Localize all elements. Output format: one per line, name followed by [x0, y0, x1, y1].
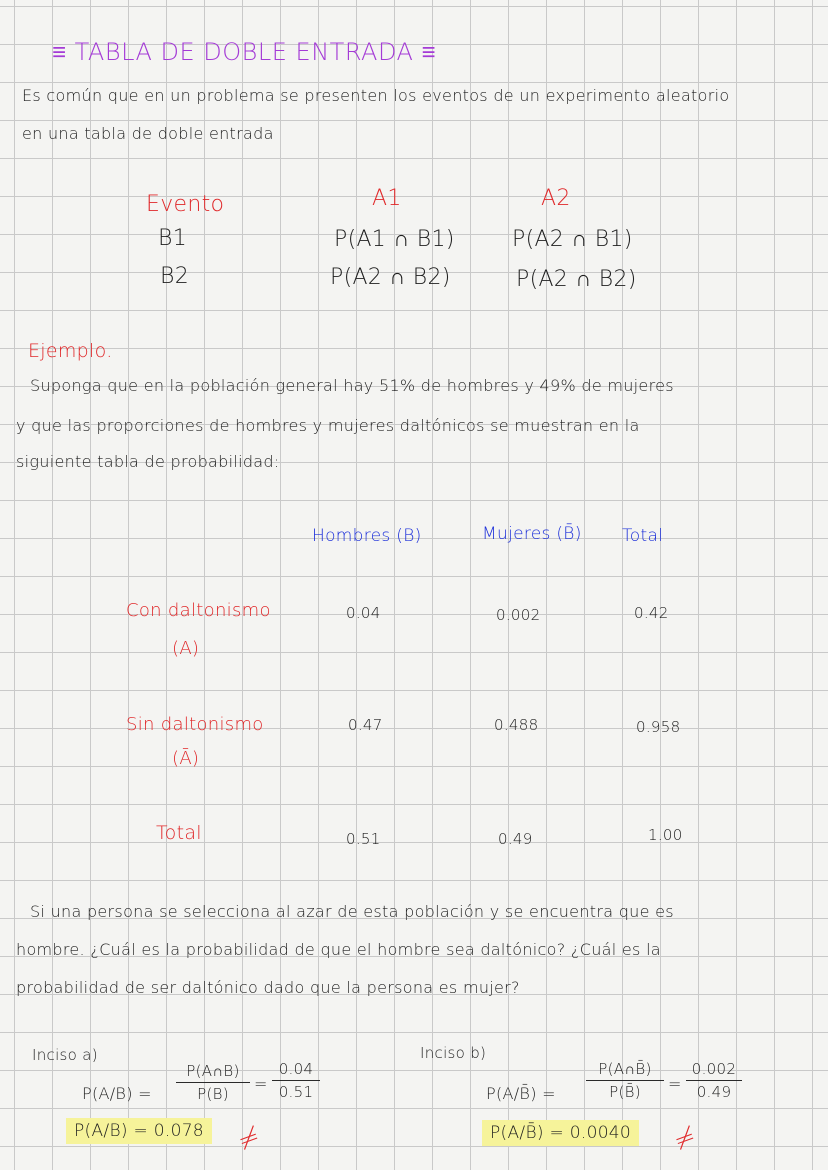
- prob-cell-total-mujeres: 0.49: [498, 830, 533, 848]
- prob-cell-con-total: 0.42: [634, 604, 669, 622]
- part-a-denominator-1: P(B): [197, 1085, 229, 1103]
- intro-line-1: Es común que en un problema se presenten los eventos de un experimento aleatorio: [22, 86, 730, 105]
- part-a-fraction-bar-2: [272, 1080, 320, 1081]
- part-b-denominator-1: P(B̄): [609, 1083, 641, 1101]
- generic-row-b1-a2: P(A2 ∩ B1): [512, 227, 633, 252]
- part-b-check-mark: ≠: [669, 1121, 701, 1157]
- part-a-lhs: P(A/B) =: [82, 1084, 152, 1103]
- example-heading: Ejemplo.: [28, 340, 113, 362]
- part-b-equals: =: [668, 1074, 682, 1093]
- prob-row-total-label: Total: [156, 822, 202, 844]
- example-line-1: Suponga que en la población general hay 51% de hombres y 49% de mujeres: [30, 376, 674, 395]
- example-line-2: y que las proporciones de hombres y mujeres daltónicos se muestran en la: [16, 416, 640, 435]
- prob-cell-con-mujeres: 0.002: [496, 606, 541, 624]
- part-b-numerator-1: P(A∩B̄): [598, 1060, 652, 1078]
- prob-col-total: Total: [622, 526, 664, 546]
- part-b-numerator-2: 0.002: [691, 1060, 737, 1078]
- part-b-label: Inciso b): [420, 1044, 487, 1062]
- prob-cell-con-hombres: 0.04: [346, 604, 381, 622]
- part-a-check-mark: ≠: [233, 1121, 265, 1157]
- generic-row-b1-a1: P(A1 ∩ B1): [334, 227, 455, 252]
- generic-header-a2: A2: [541, 186, 571, 211]
- part-a-denominator-2: 0.51: [278, 1083, 314, 1101]
- prob-cell-total-hombres: 0.51: [346, 830, 381, 848]
- generic-header-a1: A1: [372, 186, 402, 211]
- part-b-fraction-1: [586, 1060, 664, 1101]
- prob-col-mujeres: Mujeres (B̄): [482, 524, 582, 544]
- prob-row-sin-label: Sin daltonismo: [126, 714, 264, 735]
- prob-row-con-label: Con daltonismo: [126, 600, 271, 621]
- page-title: ≡ TABLA DE DOBLE ENTRADA ≡: [52, 38, 437, 66]
- part-b-fraction-2: [686, 1060, 742, 1101]
- prob-cell-total-total: 1.00: [648, 826, 683, 844]
- question-line-1: Si una persona se selecciona al azar de esta población y se encuentra que es: [30, 902, 674, 921]
- generic-row-b2-a1: P(A2 ∩ B2): [330, 265, 451, 290]
- part-b-lhs: P(A/B̄) =: [486, 1084, 556, 1103]
- prob-row-con-sub: (A): [172, 638, 200, 659]
- generic-row-b2-a2: P(A2 ∩ B2): [516, 267, 637, 292]
- part-a-fraction-bar-1: [176, 1082, 250, 1083]
- part-a-result: P(A/B) = 0.078: [66, 1118, 212, 1144]
- part-b-fraction-bar-1: [586, 1080, 664, 1081]
- prob-row-sin-sub: (Ā): [172, 748, 200, 769]
- generic-row-b2-label: B2: [160, 264, 190, 289]
- generic-row-b1-label: B1: [158, 226, 188, 251]
- prob-cell-sin-total: 0.958: [636, 718, 681, 736]
- intro-line-2: en una tabla de doble entrada: [22, 124, 274, 143]
- part-a-fraction-1: [176, 1062, 250, 1103]
- question-line-2: hombre. ¿Cuál es la probabilidad de que el hombre sea daltónico? ¿Cuál es la: [16, 940, 661, 959]
- part-a-numerator-1: P(A∩B): [186, 1062, 240, 1080]
- prob-cell-sin-hombres: 0.47: [348, 716, 383, 734]
- generic-header-evento: Evento: [146, 192, 225, 217]
- part-a-numerator-2: 0.04: [278, 1060, 314, 1078]
- part-a-fraction-2: [272, 1060, 320, 1101]
- example-line-3: siguiente tabla de probabilidad:: [16, 452, 280, 471]
- part-a-label: Inciso a): [32, 1046, 98, 1064]
- part-b-result: P(A/B̄) = 0.0040: [482, 1120, 639, 1146]
- part-a-equals: =: [254, 1074, 268, 1093]
- part-b-denominator-2: 0.49: [696, 1083, 732, 1101]
- prob-cell-sin-mujeres: 0.488: [494, 716, 539, 734]
- prob-col-hombres: Hombres (B): [312, 526, 422, 546]
- question-line-3: probabilidad de ser daltónico dado que la persona es mujer?: [16, 978, 520, 997]
- part-b-fraction-bar-2: [686, 1080, 742, 1081]
